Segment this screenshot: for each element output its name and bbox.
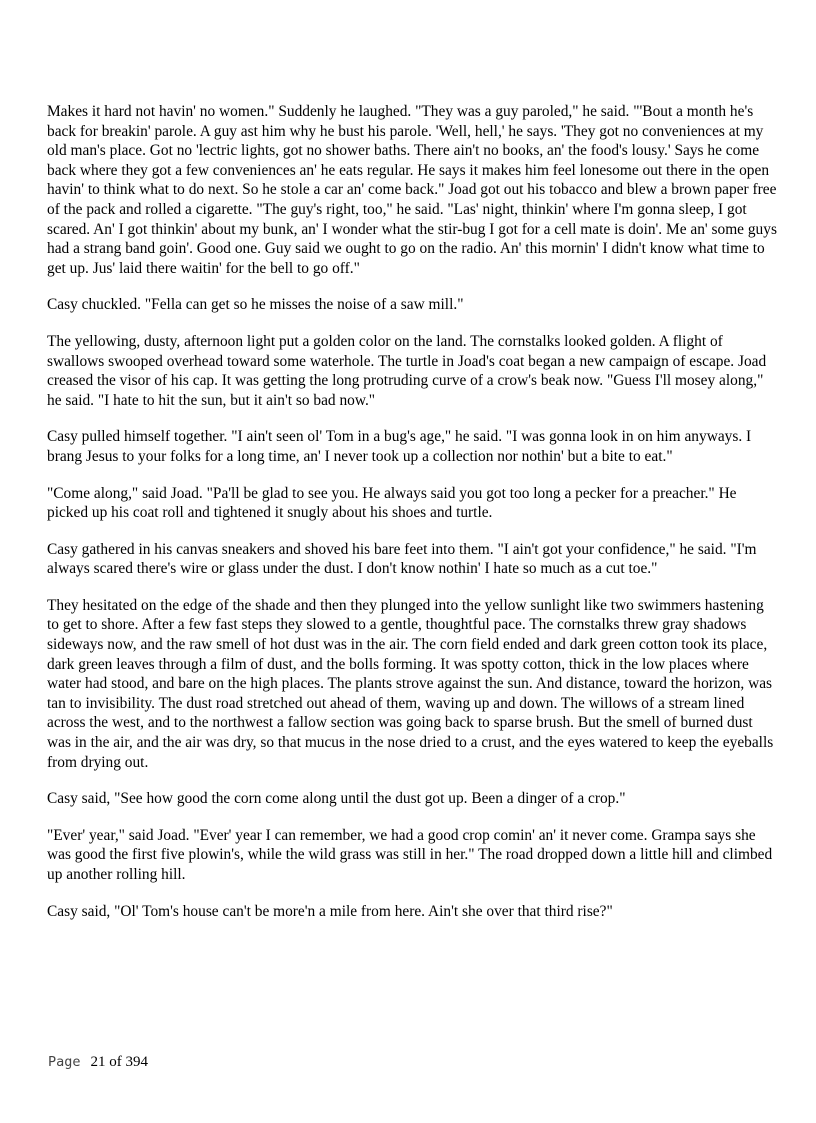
page-number: 21 of 394 bbox=[90, 1054, 149, 1070]
paragraph-9: "Ever' year," said Joad. "Ever' year I can remember, we had a good crop comin' an' it never come. Grampa says she was good the first five plowin's, while the wild grass was still in her." The road dropped down a little hill and climbed up another rolling hill. bbox=[47, 826, 773, 883]
paragraph-3: The yellowing, dusty, afternoon light put a golden color on the land. The cornstalks looked golden. A flight of swallows swooped overhead toward some waterhole. The turtle in Joad's coat began a new campaign of escape. Joad creased the visor of his cap. It was getting the long protruding curve of a crow's beak now. "Guess I'll mosey along," he said. "I hate to hit the sun, but it ain't so bad now." bbox=[47, 332, 767, 409]
paragraph-10: Casy said, "Ol' Tom's house can't be more'n a mile from here. Ain't she over that third rise?" bbox=[47, 902, 613, 920]
paragraph-1: Makes it hard not havin' no women." Suddenly he laughed. "They was a guy paroled," he said. "'Bout a month he's back for breakin' parole. A guy ast him why he bust his parole. 'Well, hell,' he says. 'They got no conveniences at my old man's place. Got no 'lectric lights, got no shower baths. There ain't no books, an' the food's lousy.' Says he come back where they got a few conveniences an' he eats regular. He says it makes him feel lonesome out there in the open havin' to think what to do next. So he stole a car an' come back." Joad got out his tobacco and blew a brown paper free of the pack and rolled a cigarette. "The guy's right, too," he said. "Las' night, thinkin' where I'm gonna sleep, I got scared. An' I got thinkin' about my bunk, an' I wonder what the stir-bug I got for a cell mate is doin'. Me an' some guys had a strang band goin'. Good one. Guy said we ought to go on the radio. An' this mornin' I didn't know what time to get up. Jus' laid there waitin' for the bell to go off." bbox=[47, 103, 777, 277]
paragraph-8: Casy said, "See how good the corn come along until the dust got up. Been a dinger of a crop." bbox=[47, 790, 626, 808]
page-footer bbox=[48, 1054, 148, 1071]
paragraph-4: Casy pulled himself together. "I ain't seen ol' Tom in a bug's age," he said. "I was gonna look in on him anyways. I brang Jesus to your folks for a long time, an' I never took up a collection nor nothin' but a bite to eat." bbox=[47, 428, 752, 465]
page-label: Page bbox=[48, 1054, 81, 1070]
paragraph-2: Casy chuckled. "Fella can get so he misses the noise of a saw mill." bbox=[47, 296, 464, 314]
paragraph-5: "Come along," said Joad. "Pa'll be glad to see you. He always said you got too long a pecker for a preacher." He picked up his coat roll and tightened it snugly about his shoes and turtle. bbox=[47, 484, 737, 522]
document-body bbox=[47, 102, 777, 938]
paragraph-6: Casy gathered in his canvas sneakers and shoved his bare feet into them. "I ain't got your confidence," he said. "I'm always scared there's wire or glass under the dust. I don't know nothin' I hate so much as a cut toe." bbox=[47, 540, 757, 578]
paragraph-7: They hesitated on the edge of the shade and then they plunged into the yellow sunlight like two swimmers hastening to get to shore. After a few fast steps they slowed to a gentle, thoughtful pace. The cornstalks threw gray shadows sideways now, and the raw smell of hot dust was in the air. The corn field ended and dark green cotton took its place, dark green leaves through a film of dust, and the bolls forming. It was spotty cotton, thick in the low places where water had stood, and bare on the high places. The plants strove against the sun. And distance, toward the horizon, was tan to invisibility. The dust road stretched out ahead of them, waving up and down. The willows of a stream lined across the west, and to the northwest a fallow section was going back to sparse brush. But the smell of burned dust was in the air, and the air was dry, so that mucus in the nose dried to a crust, and the eyes watered to keep the eyeballs from drying out. bbox=[47, 596, 774, 771]
